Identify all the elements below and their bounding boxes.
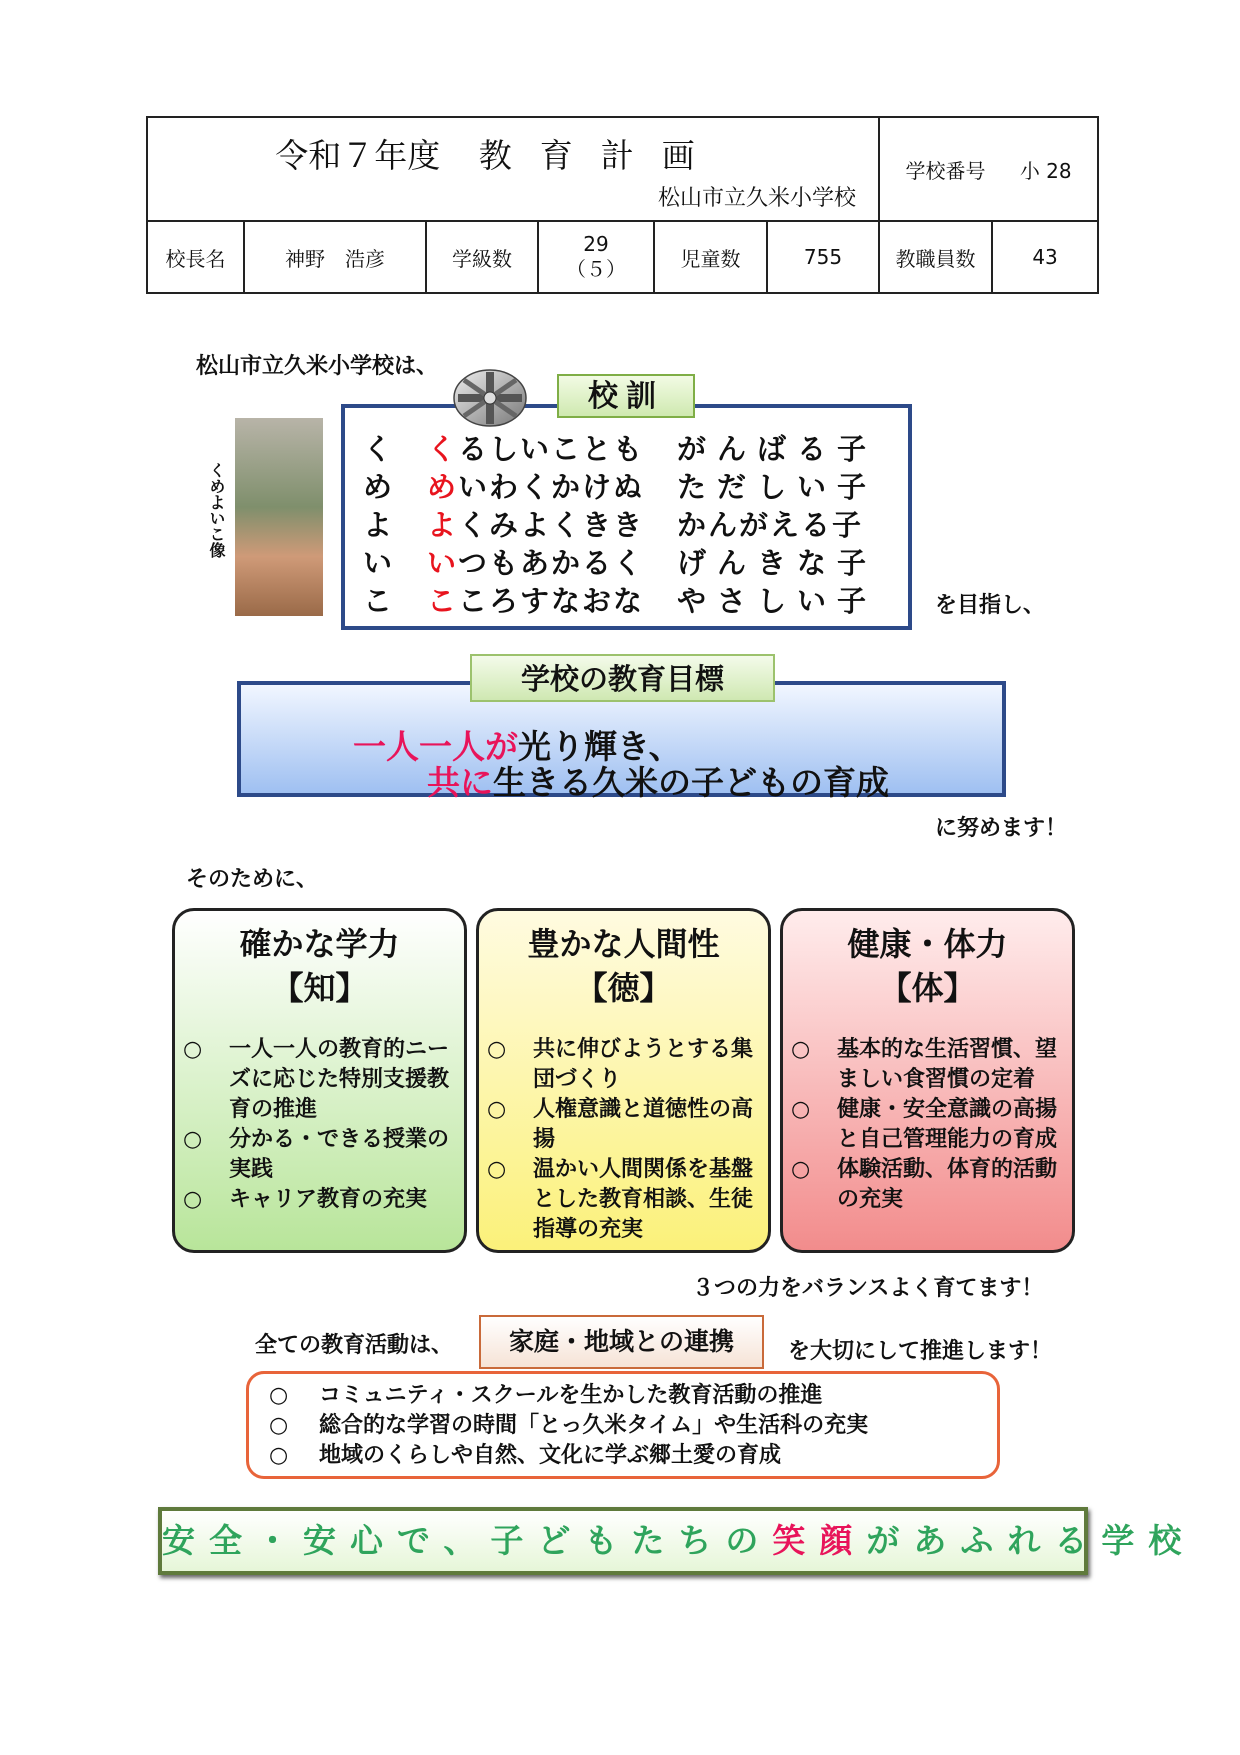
motto-row: く くるしいことも がんばる子 (363, 432, 878, 466)
motto-row: よ よくみよくきき かんがえる子 (363, 508, 864, 542)
classes-cell (538, 221, 654, 293)
list-item: ○ キャリア教育の充実 (183, 1187, 428, 1212)
list-item: ○ 健康・安全意識の高揚と自己管理能力の育成 (791, 1097, 1058, 1152)
coop-post: を大切にして推進します！ (788, 1339, 1053, 1364)
school-crest-icon (450, 366, 530, 430)
balance-text: ３つの力をバランスよく育てます！ (692, 1276, 1044, 1301)
statue-caption: くめよいこ像 (207, 462, 226, 558)
list-item: ○ 温かい人間関係を基盤とした教育相談、生徒指導の充実 (487, 1157, 754, 1242)
pillar-title: 健康・体力 (847, 925, 1008, 963)
pupils-label: 児童数 (654, 221, 767, 293)
statue-photo (235, 418, 323, 616)
lead-text: そのために、 (186, 867, 319, 892)
principal-name: 神野 浩彦 (244, 221, 426, 293)
pillar-knowledge (172, 908, 467, 1253)
staff-label: 教職員数 (879, 221, 992, 293)
list-item: ○ 人権意識と道徳性の高揚 (487, 1097, 754, 1152)
goal-after: に努めます！ (935, 816, 1068, 841)
motto-row: こ こころすなおな やさしい子 (363, 584, 878, 618)
plan-year: 令和７年度 (275, 136, 441, 175)
pillar-morality (476, 908, 771, 1253)
pillar-title: 豊かな人間性 (527, 925, 720, 963)
coop-box (246, 1371, 1000, 1479)
pillar-subtitle: 【体】 (879, 969, 976, 1007)
pillar-subtitle: 【知】 (271, 969, 368, 1007)
header-table (146, 116, 1099, 294)
goal-tab: 学校の教育目標 (470, 654, 775, 702)
motto-row: め めいわくかけぬ ただしい子 (363, 470, 878, 504)
classes-count: 29 (583, 232, 609, 256)
list-item: ○ 共に伸びようとする集団づくり (487, 1037, 754, 1092)
school-name: 松山市立久米小学校 (658, 186, 857, 211)
pillar-health (780, 908, 1075, 1253)
pillar-list (791, 1035, 1066, 1215)
list-item: ○ 地域のくらしや自然、文化に学ぶ郷土愛の育成 (269, 1443, 782, 1468)
coop-pre: 全ての教育活動は、 (255, 1333, 454, 1358)
pillar-list (487, 1035, 762, 1245)
list-item: ○ 体験活動、体育的活動の充実 (791, 1157, 1058, 1212)
principal-label: 校長名 (147, 221, 244, 293)
classes-special: （５） (566, 257, 626, 281)
goal-line-2: 共に生きる久米の子どもの育成 (427, 763, 889, 802)
list-item: ○ 分かる・できる授業の実践 (183, 1127, 450, 1182)
goal-line-1: 一人一人が光り輝き、 (353, 727, 682, 766)
pillar-subtitle: 【徳】 (575, 969, 672, 1007)
title-cell (147, 117, 879, 221)
classes-label: 学級数 (426, 221, 538, 293)
list-item: ○ 一人一人の教育的ニーズに応じた特別支援教育の推進 (183, 1037, 450, 1122)
motto-after: を目指し、 (935, 593, 1046, 618)
staff-count: 43 (992, 221, 1098, 293)
motto-tab: 校訓 (557, 374, 695, 418)
coop-tab: 家庭・地域との連携 (479, 1315, 764, 1369)
pillar-title: 確かな学力 (239, 925, 400, 963)
motto-box (341, 404, 912, 630)
motto-row: い いつもあかるく げんきな子 (363, 546, 878, 580)
pillar-list (183, 1035, 458, 1215)
intro-text: 松山市立久米小学校は、 (196, 354, 439, 379)
plan-title: 教育計画 (478, 136, 723, 175)
slogan-banner: 安全・安心で、子どもたちの笑顔があふれる学校 (158, 1507, 1088, 1575)
pupils-count: 755 (767, 221, 879, 293)
school-number-cell (879, 117, 1098, 221)
list-item: ○ コミュニティ・スクールを生かした教育活動の推進 (269, 1383, 823, 1408)
school-number-label: 学校番号 (905, 158, 986, 183)
list-item: ○ 総合的な学習の時間「とっ久米タイム」や生活科の充実 (269, 1413, 869, 1438)
school-number: 小 28 (1019, 158, 1072, 183)
list-item: ○ 基本的な生活習慣、望ましい食習慣の定着 (791, 1037, 1058, 1092)
